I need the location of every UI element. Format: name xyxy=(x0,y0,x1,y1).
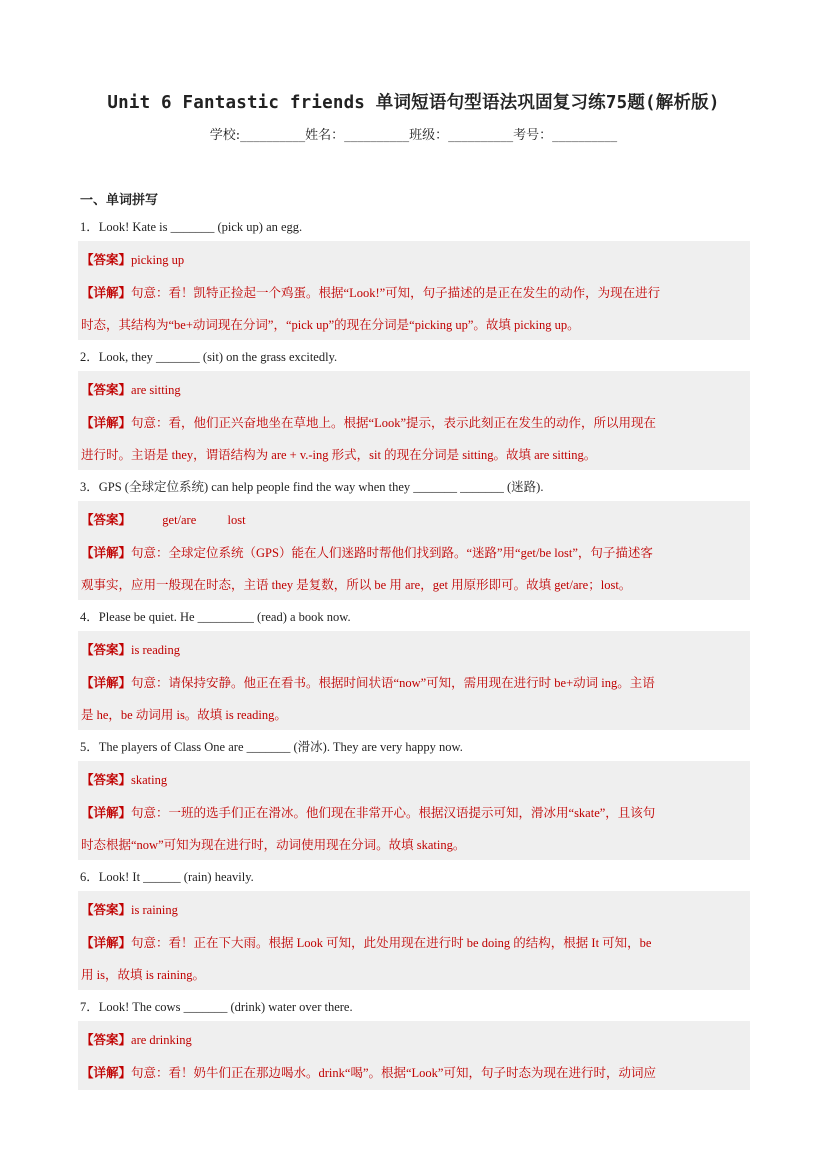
detail-text: 句意：看！正在下大雨。根据 Look 可知，此处用现在进行时 be doing 的结构，根据 It 可知，be xyxy=(131,936,652,950)
question-2: 2．Look, they _______ (sit) on the grass excitedly. xyxy=(80,350,338,364)
answer-text: is reading xyxy=(131,643,180,657)
detail-tag: 【详解】 xyxy=(81,936,132,950)
detail-tag: 【详解】 xyxy=(81,806,132,820)
detail-text: 句意：看！奶牛们正在那边喝水。drink“喝”。根据“Look”可知，句子时态为现在进行时，动词应 xyxy=(131,1066,656,1080)
detail-tag: 【详解】 xyxy=(81,546,132,560)
detail-line xyxy=(81,543,653,561)
answer-tag: 【答案】 xyxy=(81,513,132,527)
section-heading: 一、单词拼写 xyxy=(80,193,159,208)
answer-line xyxy=(81,250,184,268)
detail-line: 是 he，be 动词用 is。故填 is reading。 xyxy=(81,708,287,722)
answer-block-5 xyxy=(78,761,750,860)
answer-tag: 【答案】 xyxy=(81,383,132,397)
student-info-line: 学校:__________姓名：__________班级：__________考号：__________ xyxy=(209,128,618,143)
question-7: 7．Look! The cows _______ (drink) water over there. xyxy=(80,1000,353,1014)
detail-text: 句意：全球定位系统（GPS）能在人们迷路时帮他们找到路。“迷路”用“get/be lost”，句子描述客 xyxy=(131,546,653,560)
answer-block-4 xyxy=(78,631,750,730)
detail-tag: 【详解】 xyxy=(81,1066,132,1080)
answer-tag: 【答案】 xyxy=(81,903,132,917)
answer-block-2 xyxy=(78,371,750,470)
answer-block-1 xyxy=(78,241,750,340)
detail-line: 时态，其结构为“be+动词现在分词”，“pick up”的现在分词是“picking up”。故填 picking up。 xyxy=(81,318,580,332)
detail-line xyxy=(81,1063,656,1081)
question-3: 3．GPS (全球定位系统) can help people find the way when they _______ _______ (迷路). xyxy=(80,480,544,494)
answer-line xyxy=(81,510,246,528)
answer-tag: 【答案】 xyxy=(81,643,132,657)
detail-tag: 【详解】 xyxy=(81,286,132,300)
detail-line: 进行时。主语是 they，谓语结构为 are + v.-ing 形式，sit 的现在分词是 sitting。故填 are sitting。 xyxy=(81,448,597,462)
detail-line xyxy=(81,933,651,951)
detail-text: 句意：看，他们正兴奋地坐在草地上。根据“Look”提示，表示此刻正在发生的动作，所以用现在 xyxy=(131,416,656,430)
answer-text: are drinking xyxy=(131,1033,192,1047)
detail-text: 句意：看！凯特正捡起一个鸡蛋。根据“Look!”可知，句子描述的是正在发生的动作，为现在进行 xyxy=(131,286,661,300)
detail-line: 时态根据“now”可知为现在进行时，动词使用现在分词。故填 skating。 xyxy=(81,838,466,852)
answer-tag: 【答案】 xyxy=(81,1033,132,1047)
detail-line xyxy=(81,413,656,431)
answer-line xyxy=(81,640,180,658)
detail-line: 用 is，故填 is raining。 xyxy=(81,968,205,982)
answer-text: get/are lost xyxy=(131,513,246,527)
detail-line xyxy=(81,803,655,821)
answer-text: skating xyxy=(131,773,168,787)
answer-line xyxy=(81,1030,192,1048)
question-5: 5．The players of Class One are _______ (滑冰). They are very happy now. xyxy=(80,740,463,754)
question-4: 4．Please be quiet. He _________ (read) a book now. xyxy=(80,610,351,624)
answer-block-7 xyxy=(78,1021,750,1090)
answer-text: picking up xyxy=(131,253,185,267)
answer-line xyxy=(81,900,178,918)
answer-line xyxy=(81,770,167,788)
detail-tag: 【详解】 xyxy=(81,676,132,690)
detail-tag: 【详解】 xyxy=(81,416,132,430)
question-6: 6．Look! It ______ (rain) heavily. xyxy=(80,870,254,884)
answer-line xyxy=(81,380,181,398)
answer-text: are sitting xyxy=(131,383,181,397)
document-title: Unit 6 Fantastic friends 单词短语句型语法巩固复习练75题(解析版) xyxy=(107,93,720,113)
detail-text: 句意：请保持安静。他正在看书。根据时间状语“now”可知，需用现在进行时 be+动词 ing。主语 xyxy=(131,676,655,690)
question-1: 1．Look! Kate is _______ (pick up) an egg. xyxy=(80,220,303,234)
answer-tag: 【答案】 xyxy=(81,253,132,267)
detail-line xyxy=(81,283,660,301)
answer-block-3 xyxy=(78,501,750,600)
answer-tag: 【答案】 xyxy=(81,773,132,787)
answer-block-6 xyxy=(78,891,750,990)
detail-line xyxy=(81,673,655,691)
detail-line: 观事实，应用一般现在时态，主语 they 是复数，所以 be 用 are，get 用原形即可。故填 get/are；lost。 xyxy=(81,578,632,592)
detail-text: 句意：一班的选手们正在滑冰。他们现在非常开心。根据汉语提示可知，滑冰用“skate”，且该句 xyxy=(131,806,656,820)
answer-text: is raining xyxy=(131,903,178,917)
